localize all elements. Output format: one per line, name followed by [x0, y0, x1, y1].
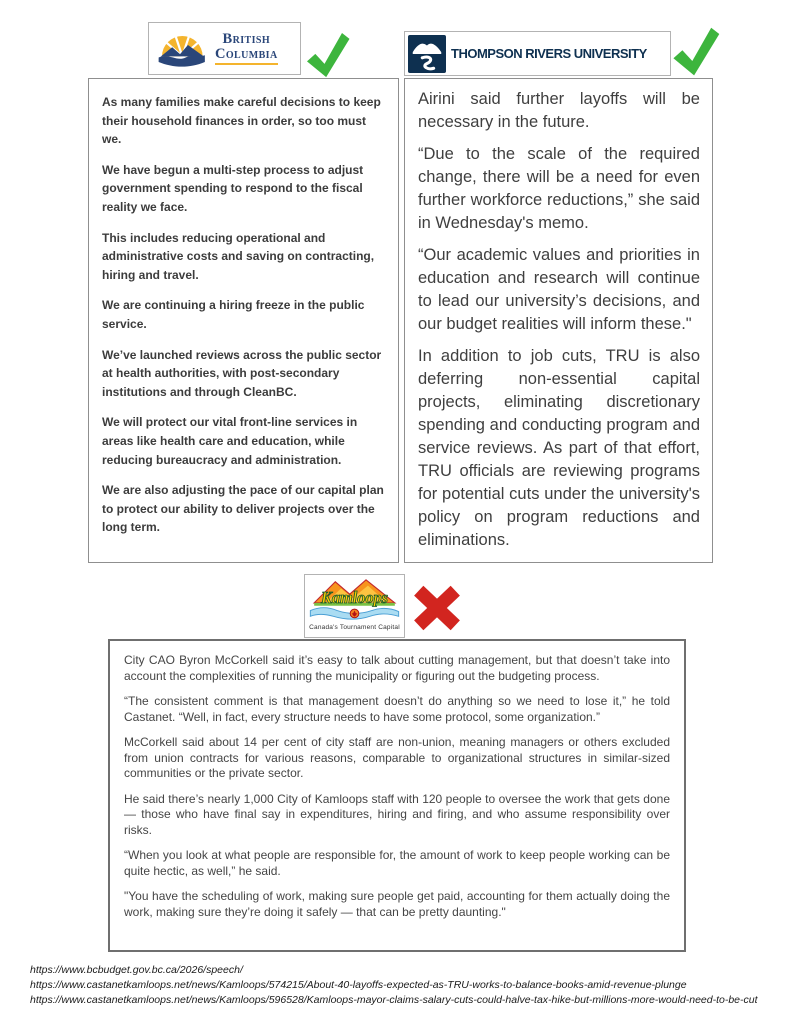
kamloops-paragraph-6: "You have the scheduling of work, making sure people get paid, accounting for them actually doing the work, making sure they’re doing it safely — that can be pretty daunting."	[124, 889, 670, 919]
source-url-bc-budget: https://www.bcbudget.gov.bc.ca/2026/speech/	[30, 964, 243, 976]
tru-statement-box	[404, 78, 713, 563]
kamloops-paragraph-4: He said there’s nearly 1,000 City of Kamloops staff with 120 people to oversee the work that gets done — those who have final say in expenditures, hiring and firing, and who assume responsibility over risks.	[124, 791, 670, 837]
kamloops-statement-box	[108, 639, 686, 952]
tru-mountain-river-icon	[408, 35, 446, 73]
bc-paragraph-3: This includes reducing operational and administrative costs and saving on contracting, hiring and travel.	[102, 230, 375, 282]
bc-paragraph-4: We are continuing a hiring freeze in the public service.	[102, 298, 365, 331]
bc-gold-underline	[215, 63, 278, 65]
kamloops-tagline: Canada's Tournament Capital	[309, 624, 400, 631]
tru-logo	[404, 31, 671, 76]
kamloops-paragraph-5: “When you look at what people are responsible for, the amount of work to keep people working can be quite hectic, as well,” he said.	[124, 848, 670, 878]
bc-paragraph-6: We will protect our vital front-line services in areas like health care and education, while reducing bureaucracy and administration.	[102, 415, 358, 467]
tru-paragraph-3: “Our academic values and priorities in education and research will continue to lead our university’s decisions, and our budget realities will inform these."	[418, 246, 700, 333]
kamloops-paragraph-1: City CAO Byron McCorkell said it’s easy to talk about cutting management, but that doesn’t take into account the complexities of running the municipality or figuring out the budgeting process.	[124, 653, 670, 683]
source-url-castanet-kamloops: https://www.castanetkamloops.net/news/Kamloops/596528/Kamloops-mayor-claims-salary-cuts-could-halve-tax-hike-but-millions-more-would-need-to-be-cut	[30, 994, 758, 1006]
tru-paragraph-1: Airini said further layoffs will be necessary in the future.	[418, 90, 700, 131]
bc-logo-wordmark: British Columbia	[215, 32, 278, 65]
kamloops-logo	[304, 574, 405, 638]
tru-paragraph-4: In addition to job cuts, TRU is also deferring non-essential capital projects, eliminating discretionary spending and conducting program and service reviews. As part of that effort, TRU officials are reviewing programs for potential cuts under the university's policy on program reductions and eliminations.	[418, 347, 700, 549]
tru-approved-check-icon	[668, 23, 722, 81]
tru-logo-wordmark: THOMPSON RIVERS UNIVERSITY	[451, 46, 647, 61]
kamloops-paragraph-2: “The consistent comment is that management doesn’t do anything so we need to lose it,” he told Castanet. “Well, in fact, every structure needs to have some protocol, some organization.”	[124, 694, 670, 724]
bc-paragraph-5: We’ve launched reviews across the public sector at health authorities, with post-secondary institutions and through CleanBC.	[102, 347, 382, 399]
bc-paragraph-2: We have begun a multi-step process to adjust government spending to respond to the fiscal reality we face.	[102, 162, 364, 214]
source-url-castanet-tru: https://www.castanetkamloops.net/news/Kamloops/574215/About-40-layoffs-expected-as-TRU-works-to-balance-books-amid-revenue-plunge	[30, 979, 687, 991]
kamloops-logo-icon	[306, 576, 403, 624]
kamloops-wordmark: Kamloops	[320, 587, 389, 607]
bc-paragraph-7: We are also adjusting the pace of our capital plan to protect our ability to deliver projects over the long term.	[102, 483, 384, 535]
tru-paragraph-2: “Due to the scale of the required change, there will be a need for even further workforce reductions,” she said in Wednesday's memo.	[418, 145, 700, 232]
bc-sun-mountain-icon	[153, 26, 215, 72]
bc-paragraph-1: As many families make careful decisions to keep their household finances in order, so too must we.	[102, 95, 381, 147]
bc-approved-check-icon	[302, 29, 352, 82]
bc-government-logo	[148, 22, 301, 75]
bc-statement-box	[88, 78, 399, 563]
source-list	[30, 963, 770, 1008]
kamloops-paragraph-3: McCorkell said about 14 per cent of city staff are non-union, meaning managers or others excluded from union contracts for various reasons, comparable to organizational structures in similar-sized communities or the private sector.	[124, 735, 670, 780]
kamloops-rejected-cross-icon	[412, 582, 462, 634]
